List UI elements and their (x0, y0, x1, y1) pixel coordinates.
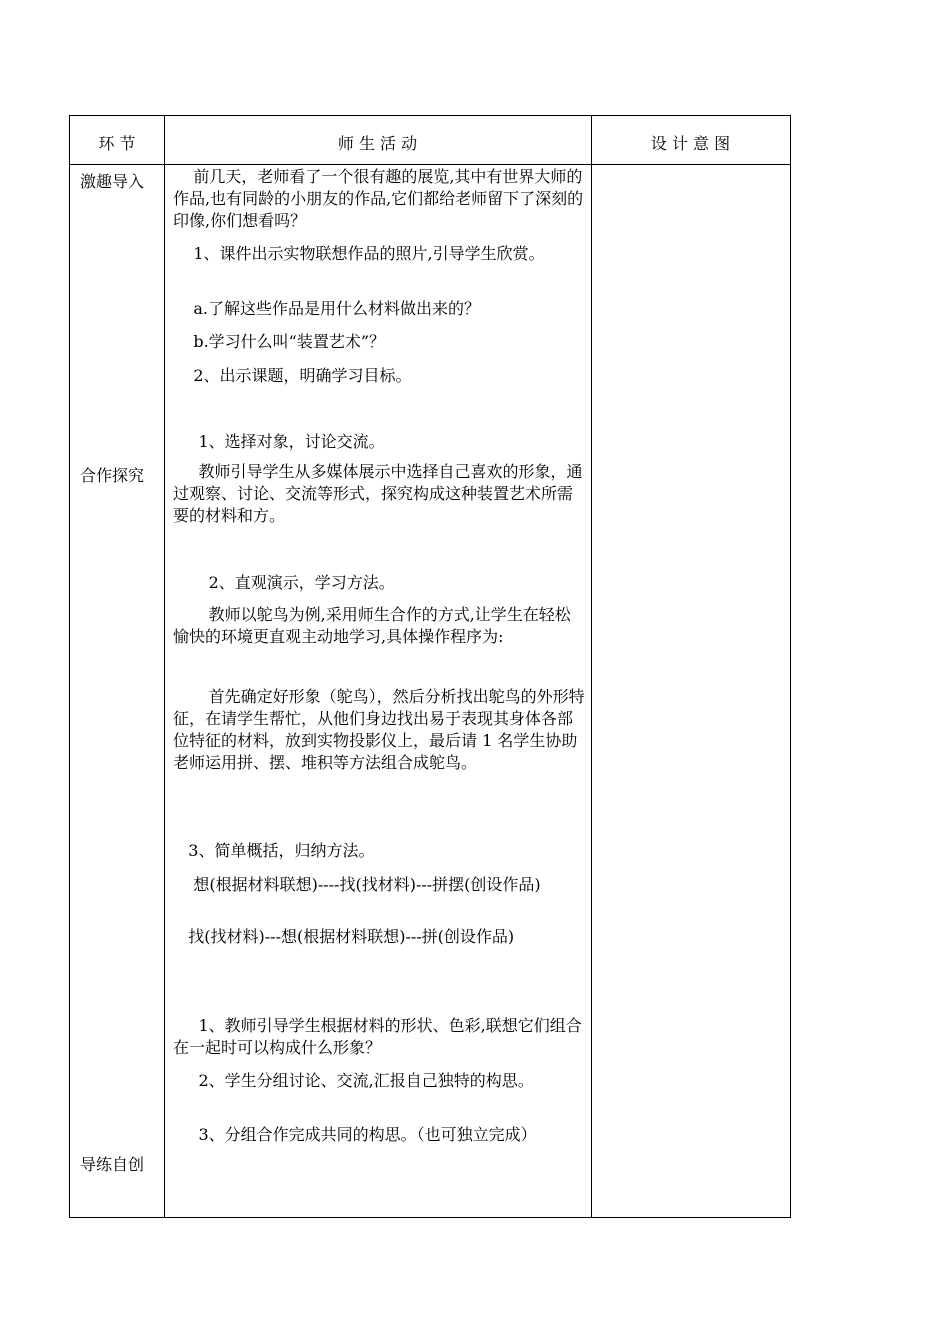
column-divider (164, 116, 165, 1217)
intro-step-1: 1、课件出示实物联想作品的照片,引导学生欣赏。 (173, 244, 545, 263)
intro-step-a: a.了解这些作品是用什么材料做出来的？ (173, 299, 480, 318)
header-stage: 环 节 (98, 134, 136, 153)
header-activities: 师 生 活 动 (337, 134, 418, 153)
lesson-plan-table (69, 115, 791, 1218)
intro-step-b: b.学习什么叫“装置艺术”？ (173, 332, 386, 351)
design-intent-cell (591, 165, 790, 1217)
explore-3-b: 找(找材料)---想(根据材料联想)---拼(创设作品) (173, 927, 515, 946)
practice-2: 2、学生分组讨论、交流,汇报自己独特的构思。 (173, 1071, 534, 1090)
practice-1: 1、教师引导学生根据材料的形状、色彩,联想它们组合在一起时可以构成什么形象？ (173, 1016, 582, 1057)
explore-1-title: 1、选择对象，讨论交流。 (173, 432, 385, 451)
explore-2-title: 2、直观演示，学习方法。 (173, 573, 395, 592)
intro-step-2: 2、出示课题，明确学习目标。 (173, 366, 412, 385)
intro-text: 前几天，老师看了一个很有趣的展览,其中有世界大师的作品,也有同龄的小朋友的作品,它们都给老师留下了深刻的印像,你们想看吗？ (173, 167, 584, 230)
stage-intro: 激趣导入 (80, 172, 145, 191)
explore-2-detail: 首先确定好形象（鸵鸟），然后分析找出鸵鸟的外形特征，在请学生帮忙，从他们身边找出易于表现其身体各部位特征的材料，放到实物投影仪上，最后请 1 名学生协助老师运用拼、摆、堆积等方法组合成鸵鸟。 (173, 687, 585, 772)
explore-3-title: 3、简单概括，归纳方法。 (173, 841, 375, 860)
practice-3: 3、分组合作完成共同的构思。（也可独立完成） (173, 1125, 537, 1144)
explore-3-a: 想(根据材料联想)----找(找材料)---拼摆(创设作品) (173, 875, 541, 894)
stage-practice: 导练自创 (80, 1155, 145, 1174)
explore-2-text: 教师以鸵鸟为例,采用师生合作的方式,让学生在轻松愉快的环境更直观主动地学习,具体操作程序为: (173, 605, 571, 646)
explore-1-text: 教师引导学生从多媒体展示中选择自己喜欢的形象，通过观察、讨论、交流等形式，探究构成这种装置艺术所需要的材料和方。 (173, 462, 583, 525)
header-design-intent: 设 计 意 图 (650, 134, 731, 153)
stage-explore: 合作探究 (80, 466, 145, 485)
